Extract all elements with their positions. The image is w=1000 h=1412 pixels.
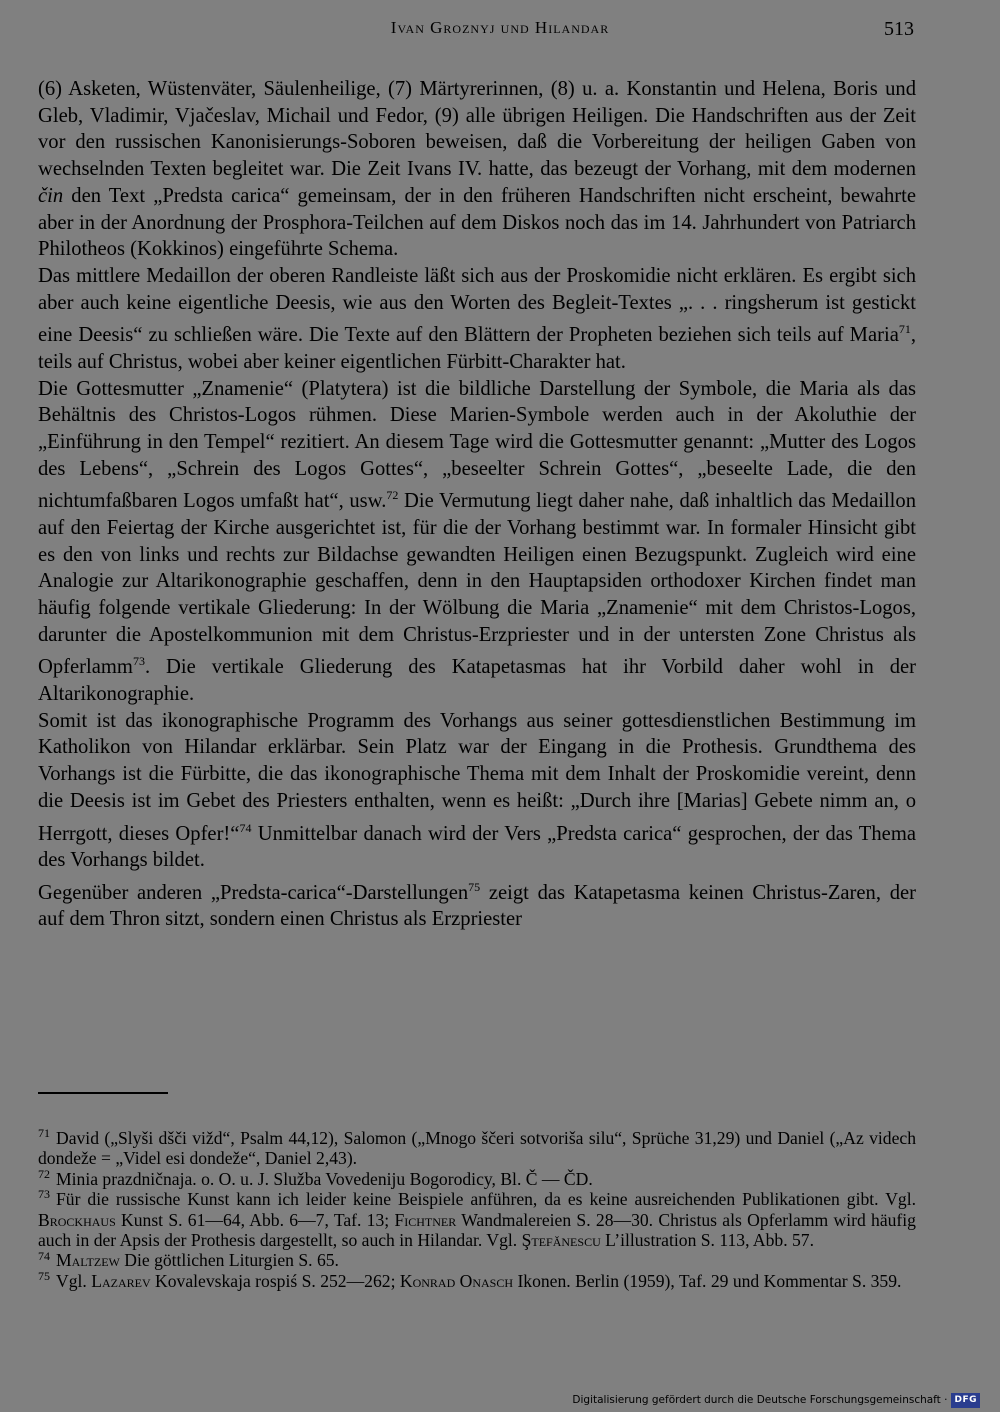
author-name: Maltzew — [56, 1250, 120, 1271]
footnote-text: Minia prazdničnaja. o. O. u. J. Služba Vovedeniju Bogorodicy, Bl. Č — ČD. — [56, 1168, 593, 1189]
text-span: (6) Asketen, Wüstenväter, Säulenheilige, (7) Märtyrerinnen, (8) u. a. Konstantin und Helena, Boris und Gleb, Vladimir, Vjačeslav, Michail und Fedor, (9) alle übrigen Heiligen. Die Handschriften aus der Zeit vor den russischen Kanonisierungs-Soboren beweisen, daß die Vorbereitung der heiligen Gaben von wechselnden Texten begleitet war. Die Zeit Ivans IV. hatte, das bezeugt der Vorhang, mit dem modernen — [38, 78, 916, 181]
paragraph-2 — [38, 263, 916, 376]
footnote-71 — [38, 1128, 916, 1169]
text-span: , teils auf Christus, wobei aber keiner eigentlichen Fürbitt-Charakter hat. — [38, 324, 916, 373]
footnote-ref[interactable]: 74 — [239, 820, 252, 835]
paragraph-3 — [38, 376, 916, 708]
funding-text: Digitalisierung gefördert durch die Deutsche Forschungsgemeinschaft · — [572, 1394, 948, 1406]
footnote-number: 71 — [38, 1126, 50, 1141]
text-span: zeigt das Katapetasma keinen Christus-Zaren, der auf dem Thron sitzt, sondern einen Christus als Erzpriester — [38, 881, 916, 931]
footnote-ref[interactable]: 72 — [386, 488, 399, 503]
footnote-text: L’illustration S. 113, Abb. 57. — [605, 1230, 814, 1251]
paragraph-5 — [38, 874, 916, 933]
running-head: Ivan Groznyj und Hilandar — [390, 18, 610, 37]
author-name: Brockhaus — [38, 1209, 116, 1230]
footnote-text: Für die russische Kunst kann ich leider keine Beispiele anführen, da es keine ausreichenden Publikationen gibt. Vgl. — [56, 1189, 916, 1210]
footnote-number: 73 — [38, 1187, 50, 1202]
footnote-number: 74 — [38, 1248, 50, 1263]
footnote-text: Ikonen. Berlin (1959), Taf. 29 und Kommentar S. 359. — [517, 1270, 902, 1291]
footnote-divider — [38, 1092, 168, 1094]
author-name: Konrad Onasch — [399, 1270, 514, 1291]
footnotes — [38, 1128, 916, 1291]
author-name: Fichtner — [394, 1209, 457, 1230]
footnote-text: David („Slyši dšči vižd“, Psalm 44,12), Salomon („Mnogo ščeri sotvoriša silu“, Sprüche 31,29) und Daniel („Az videch dondeže = „Videl esi dondeže“, Daniel 2,43). — [38, 1128, 916, 1169]
footnote-ref[interactable]: 71 — [898, 322, 911, 337]
text-span: Das mittlere Medaillon der oberen Randleiste läßt sich aus der Proskomidie nicht erklären. Es ergibt sich aber auch keine eigentliche Deesis, wie aus den Worten des Begleit-Textes „. . . ringsherum ist gestickt eine Deesis“ zu schließen wäre. Die Texte auf den Blättern der Propheten beziehen sich teils auf Maria — [38, 264, 916, 347]
text-span: Die Vermutung liegt daher nahe, daß inhaltlich das Medaillon auf den Feiertag der Kirche ausgerichtet ist, für die der Vorhang bestimmt war. In formaler Hinsicht gibt es den von links und rechts zur Bildachse gewandten Heiligen einen Bezugspunkt. Zugleich wird eine Analogie zur Altarikonographie geschaffen, denn in den Hauptapsiden orthodoxer Kirchen findet man häufig folgende vertikale Gliederung: In der Wölbung die Maria „Znamenie“ mit dem Christos-Logos, darunter die Apostelkommunion mit dem Christus-Erzpriester und in der untersten Zone Christus als Opferlamm — [38, 490, 916, 679]
footnote-75 — [38, 1268, 916, 1291]
text-span: . Die vertikale Gliederung des Katapetasmas hat ihr Vorbild daher wohl in der Altarikonographie. — [38, 656, 916, 706]
footnote-ref[interactable]: 73 — [132, 654, 145, 669]
footnote-text: Kovalevskaja rospiś S. 252—262; — [155, 1270, 396, 1291]
text-span: Gegenüber anderen „Predsta-carica“-Darstellungen — [38, 881, 469, 904]
author-name: Ştefănescu — [521, 1230, 601, 1251]
footnote-73 — [38, 1189, 916, 1250]
page-header — [0, 18, 1000, 48]
footnote-text: Kunst S. 61—64, Abb. 6—7, Taf. 13; — [121, 1209, 390, 1230]
dfg-logo[interactable]: DFG — [951, 1393, 980, 1408]
footnote-number: 75 — [38, 1268, 50, 1283]
text-span: Die Gottesmutter „Znamenie“ (Platytera) ist die bildliche Darstellung der Symbole, die Maria als das Behältnis des Christos-Logos rühmen. Diese Marien-Symbole werden auch in der Akoluthie der „Einführung in den Tempel“ rezitiert. An diesem Tage wird die Gottesmutter genannt: „Mutter des Logos des Lebens“, „Schrein des Logos Gottes“, „beseelter Schrein Gottes“, „beseelte Lade, die den nichtumfaßbaren Logos umfaßt hat“, usw. — [38, 377, 916, 513]
italic-term: čin — [38, 184, 64, 207]
text-span: Somit ist das ikonographische Programm des Vorhangs aus seiner gottesdienstlichen Bestimmung im Katholikon von Hilandar erklärbar. Sein Platz war der Eingang in die Prothesis. Grundthema des Vorhangs ist die Fürbitte, die das ikonographische Thema mit dem Inhalt der Proskomidie vereint, denn die Deesis ist im Gebet des Priesters enthalten, wenn es heißt: „Durch ihre [Marias] Gebete nimm an, o Herrgott, dieses Opfer!“ — [38, 709, 916, 845]
footnote-ref[interactable]: 75 — [468, 879, 481, 894]
text-span: Unmittelbar danach wird der Vers „Predsta carica“ gesprochen, der das Thema des Vorhangs bildet. — [38, 822, 916, 872]
footnote-number: 72 — [38, 1166, 50, 1181]
author-name: Lazarev — [91, 1270, 151, 1291]
footnote-text: Vgl. — [56, 1270, 87, 1291]
paragraph-4 — [38, 708, 916, 874]
footnote-text: Wandmalereien S. 28—30. Christus als Opferlamm wird häufig auch in der Apsis der Prothesis dargestellt, so auch in Hilandar. Vgl. — [38, 1209, 916, 1251]
funding-notice — [572, 1392, 980, 1408]
text-span: den Text „Predsta carica“ gemeinsam, der in den früheren Handschriften nicht erscheint, bewahrte aber in der Anordnung der Prosphora-Teilchen auf dem Diskos noch das im 14. Jahrhundert von Patriarch Philotheos (Kokkinos) eingeführte Schema. — [38, 184, 916, 261]
footnote-72 — [38, 1166, 916, 1189]
body-text — [38, 76, 916, 933]
footnote-text: Die göttlichen Liturgien S. 65. — [124, 1250, 339, 1271]
paragraph-1 — [38, 76, 916, 263]
footnote-74 — [38, 1250, 916, 1270]
page-number: 513 — [884, 18, 914, 40]
